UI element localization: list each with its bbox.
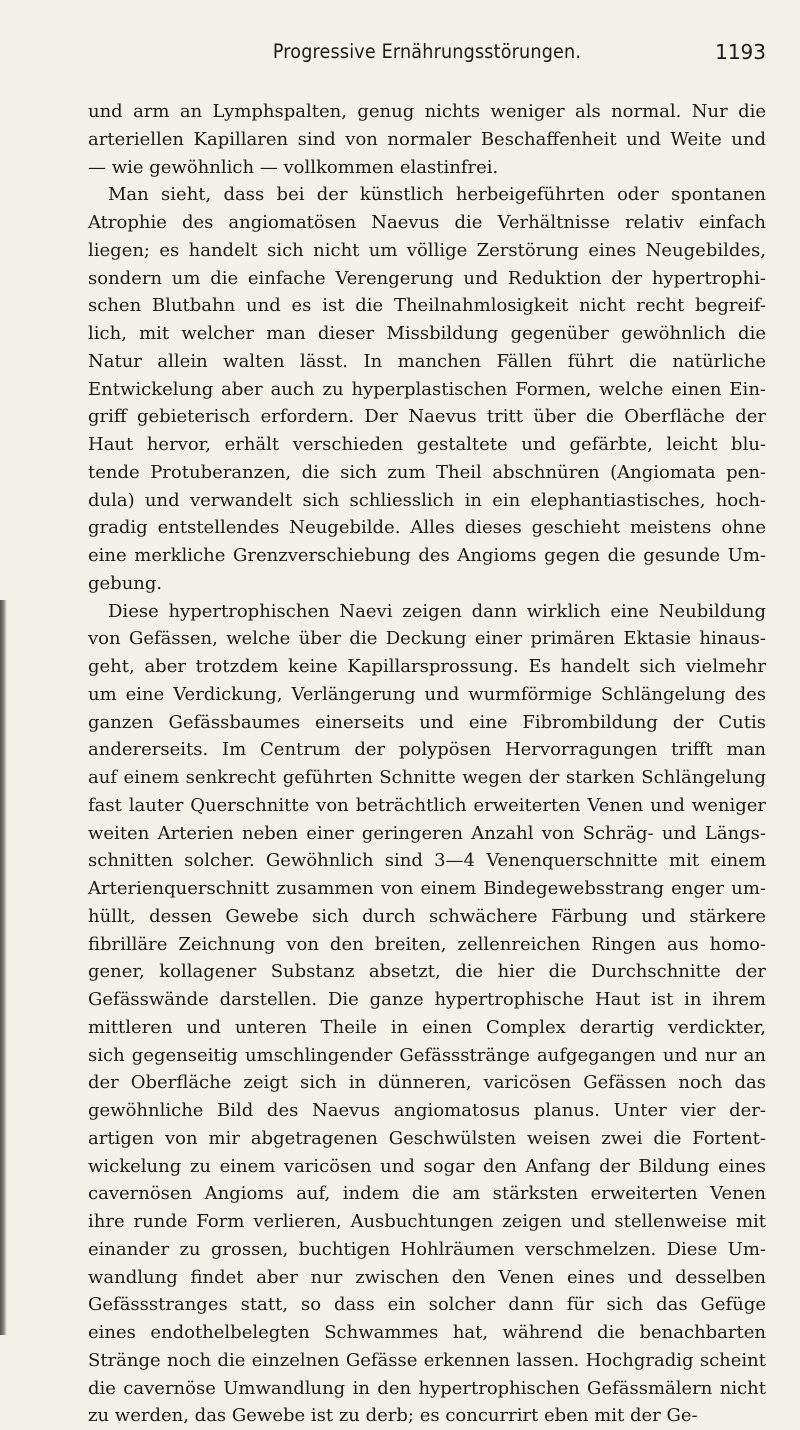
text-line: Arterienquerschnitt zusammen von einem Bindegewebsstrang enger um- (88, 878, 766, 899)
text-line: Stränge noch die einzelnen Gefässe erkennen lassen. Hochgradig scheint (88, 1349, 766, 1371)
body-text (88, 98, 766, 1430)
text-line: fast lauter Querschnitte von beträchtlich erweiterten Venen und weniger (88, 794, 766, 816)
text-line: Haut hervor, erhält verschieden gestaltete und gefärbte, leicht blu- (88, 434, 766, 455)
text-line: liegen; es handelt sich nicht um völlige Zerstörung eines Neugebildes, (88, 239, 766, 261)
text-line: arteriellen Kapillaren sind von normaler Beschaffenheit und Weite und (88, 128, 766, 150)
text-line: Gefässstranges statt, so dass ein solcher dann für sich das Gefüge (88, 1294, 766, 1316)
text-line: ihre runde Form verlieren, Ausbuchtungen zeigen und stellenweise mit (88, 1211, 766, 1232)
text-line: schen Blutbahn und es ist die Theilnahmlosigkeit nicht recht begreif- (88, 295, 766, 317)
text-line: fibrilläre Zeichnung von den breiten, zellenreichen Ringen aus homo- (88, 933, 766, 955)
text-line: — wie gewöhnlich — vollkommen elastinfrei. (88, 156, 499, 178)
text-line: gener, kollagener Substanz absetzt, die hier die Durchschnitte der (88, 961, 766, 983)
text-line: gebung. (88, 572, 163, 594)
text-line: die cavernöse Umwandlung in den hypertrophischen Gefässmälern nicht (88, 1377, 766, 1399)
text-line: Natur allein walten lässt. In manchen Fällen führt die natürliche (88, 350, 766, 372)
text-line: mittleren und unteren Theile in einen Complex derartig verdickter, (88, 1016, 766, 1038)
text-line: artigen von mir abgetragenen Geschwülsten weisen zwei die Fortent- (88, 1127, 766, 1149)
text-line: Man sieht, dass bei der künstlich herbeigeführten oder spontanen (108, 184, 766, 206)
text-line: schnitten solcher. Gewöhnlich sind 3—4 Venenquerschnitte mit einem (88, 850, 766, 872)
text-line: zu werden, das Gewebe ist zu derb; es concurrirt eben mit der Ge- (88, 1405, 698, 1427)
text-line: Entwickelung aber auch zu hyperplastischen Formen, welche einen Ein- (88, 378, 766, 400)
running-title: Progressive Ernährungsstörungen. (272, 40, 582, 63)
text-line: Diese hypertrophischen Naevi zeigen dann wirklich eine Neubildung (108, 600, 766, 622)
text-line: lich, mit welcher man dieser Missbildung gegenüber gewöhnlich die (88, 323, 766, 344)
text-line: eines endothelbelegten Schwammes hat, während die benachbarten (88, 1322, 766, 1343)
text-line: gewöhnliche Bild des Naevus angiomatosus planus. Unter vier der- (88, 1100, 766, 1121)
text-line: cavernösen Angioms auf, indem die am stärksten erweiterten Venen (88, 1183, 766, 1205)
text-line: der Oberfläche zeigt sich in dünneren, varicösen Gefässen noch das (88, 1072, 766, 1094)
page-binding-shadow (0, 600, 7, 1335)
text-line: sondern um die einfache Verengerung und Reduktion der hypertrophi- (88, 267, 766, 289)
text-line: tende Protuberanzen, die sich zum Theil abschnüren (Angiomata pen- (88, 461, 766, 483)
page-header (88, 40, 766, 70)
text-line: um eine Verdickung, Verlängerung und wurmförmige Schlängelung des (88, 683, 766, 705)
page-number: 1193 (715, 40, 766, 64)
text-line: gradig entstellendes Neugebilde. Alles dieses geschieht meistens ohne (88, 517, 766, 539)
text-line: von Gefässen, welche über die Deckung einer primären Ektasie hinaus- (88, 628, 766, 650)
text-line: sich gegenseitig umschlingender Gefässstränge aufgegangen und nur an (88, 1044, 766, 1066)
text-line: geht, aber trotzdem keine Kapillarsprossung. Es handelt sich vielmehr (88, 656, 766, 677)
text-line: ganzen Gefässbaumes einerseits und eine Fibrombildung der Cutis (88, 711, 766, 733)
text-line: weiten Arterien neben einer geringeren Anzahl von Schräg- und Längs- (88, 822, 766, 844)
text-line: einander zu grossen, buchtigen Hohlräumen verschmelzen. Diese Um- (88, 1238, 766, 1260)
text-line: wandlung findet aber nur zwischen den Venen eines und desselben (88, 1266, 766, 1288)
text-line: eine merkliche Grenzverschiebung des Angioms gegen die gesunde Um- (88, 545, 766, 566)
text-line: auf einem senkrecht geführten Schnitte wegen der starken Schlängelung (88, 767, 766, 788)
text-line: hüllt, dessen Gewebe sich durch schwächere Färbung und stärkere (88, 905, 766, 927)
text-line: und arm an Lymphspalten, genug nichts weniger als normal. Nur die (88, 101, 766, 122)
text-line: andererseits. Im Centrum der polypösen Hervorragungen trifft man (88, 739, 766, 761)
text-line: griff gebieterisch erfordern. Der Naevus tritt über die Oberfläche der (88, 406, 766, 428)
text-line: Gefässwände darstellen. Die ganze hypertrophische Haut ist in ihrem (88, 989, 766, 1010)
text-line: Atrophie des angiomatösen Naevus die Verhältnisse relativ einfach (88, 212, 766, 233)
text-line: wickelung zu einem varicösen und sogar den Anfang der Bildung eines (88, 1155, 766, 1177)
text-line: dula) und verwandelt sich schliesslich in ein elephantiastisches, hoch- (88, 489, 766, 511)
